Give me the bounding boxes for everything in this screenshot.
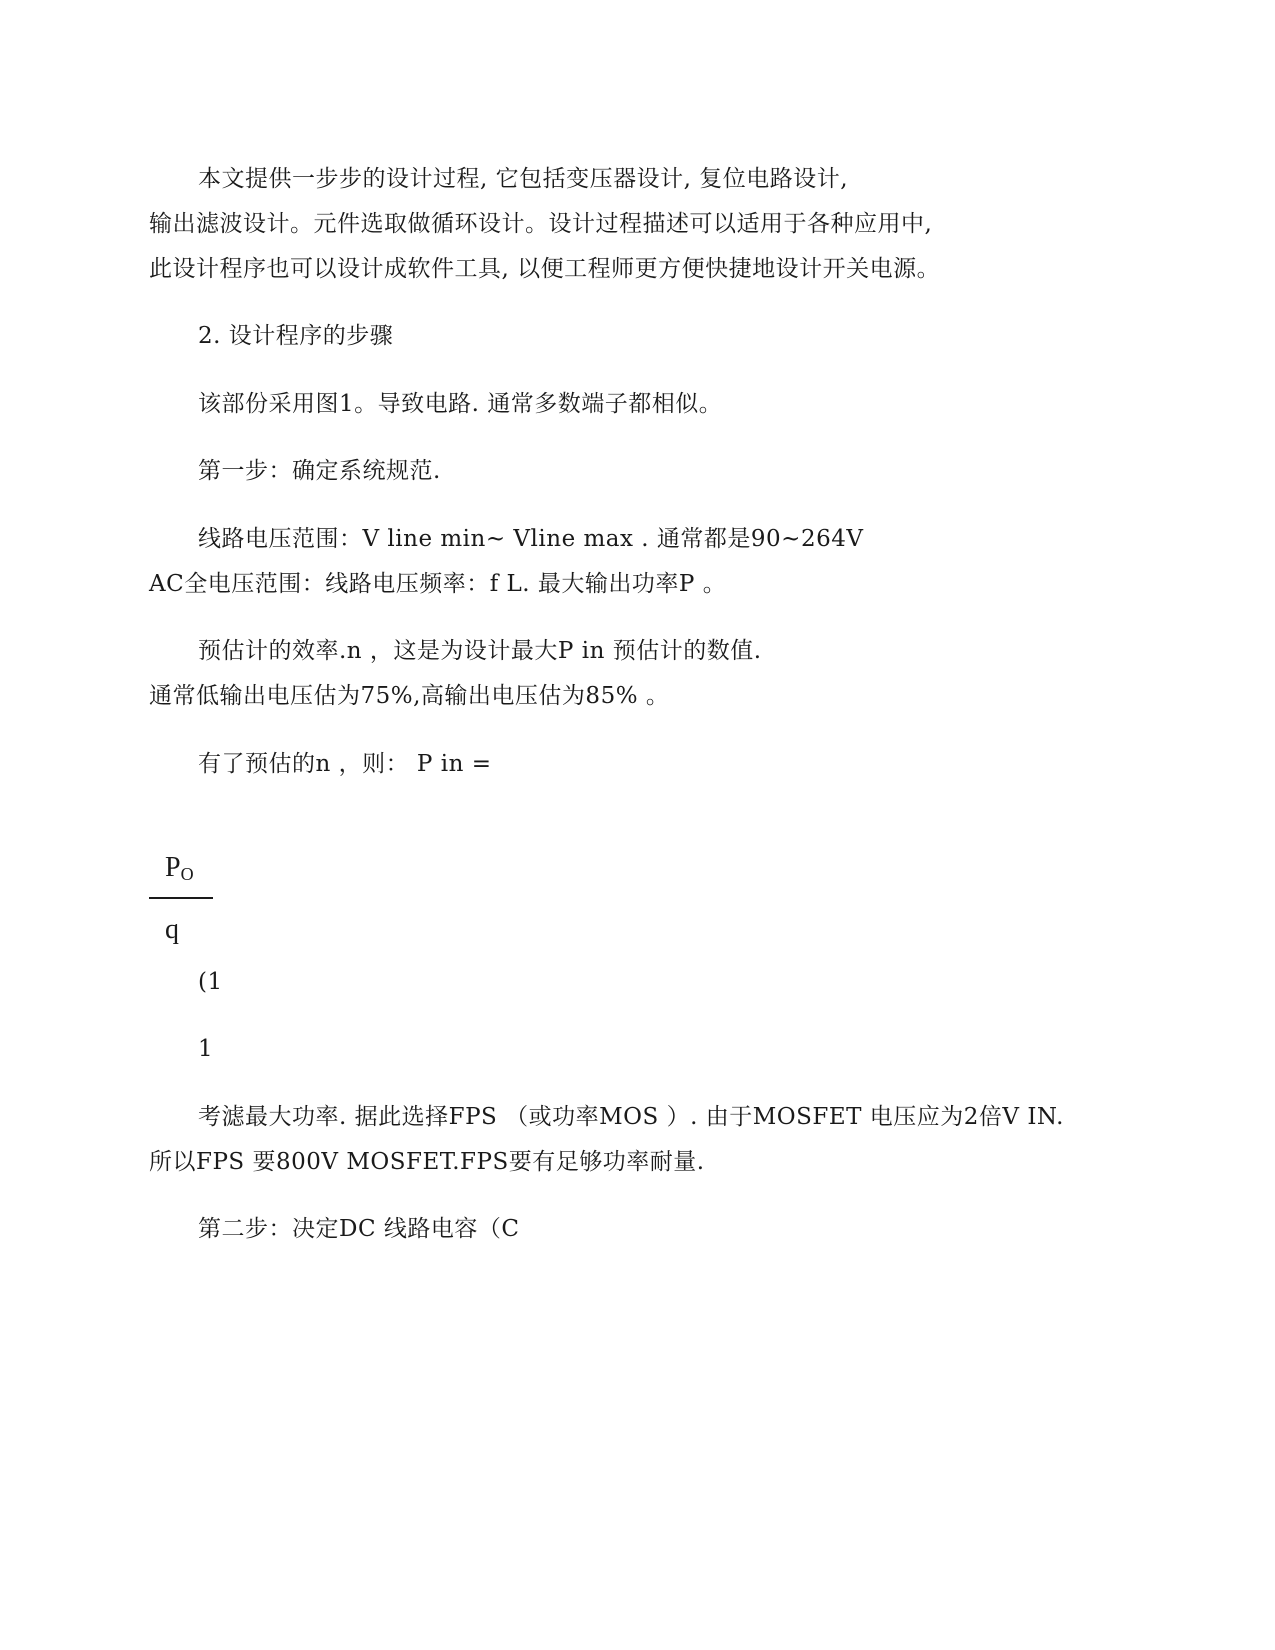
fraction-bar	[149, 897, 213, 899]
paragraph-fps-line-1: 考滤最大功率. 据此选择FPS （或功率MOS ）. 由于MOSFET 电压应为2倍V IN.	[198, 1104, 1064, 1130]
paragraph-pin-formula: 有了预估的n ，则： P in =	[198, 751, 492, 777]
fraction-denominator: q	[165, 914, 179, 945]
equation-number: (1	[198, 969, 223, 995]
paragraph-intro-line-1: 本文提供一步步的设计过程, 它包括变压器设计, 复位电路设计,	[198, 166, 849, 192]
step-2-heading: 第二步：决定DC 线路电容（C	[198, 1216, 520, 1242]
fraction-numerator-subscript: O	[180, 864, 194, 884]
fraction-numerator	[165, 852, 194, 890]
paragraph-figure-ref: 该部份采用图1。导致电路. 通常多数端子都相似。	[198, 391, 723, 417]
paragraph-intro-line-2: 输出滤波设计。元件选取做循环设计。设计过程描述可以适用于各种应用中,	[149, 211, 933, 237]
paragraph-efficiency-line-1: 预估计的效率.n ，这是为设计最大P in 预估计的数值.	[198, 638, 762, 664]
equation-index: 1	[198, 1036, 214, 1062]
paragraph-voltage-line-1: 线路电压范围：V line min~ Vline max . 通常都是90~264V	[198, 526, 864, 552]
paragraph-efficiency-line-2: 通常低输出电压估为75%,高输出电压估为85% 。	[149, 683, 670, 709]
paragraph-voltage-line-2: AC全电压范围：线路电压频率：f L. 最大输出功率P 。	[149, 571, 727, 597]
section-heading: 2. 设计程序的步骤	[198, 323, 394, 349]
paragraph-fps-line-2: 所以FPS 要800V MOSFET.FPS要有足够功率耐量.	[149, 1149, 705, 1175]
fraction-numerator-main: P	[165, 852, 181, 883]
step-1-heading: 第一步：确定系统规范.	[198, 458, 441, 484]
paragraph-intro-line-3: 此设计程序也可以设计成软件工具, 以便工程师更方便快捷地设计开关电源。	[149, 256, 941, 282]
